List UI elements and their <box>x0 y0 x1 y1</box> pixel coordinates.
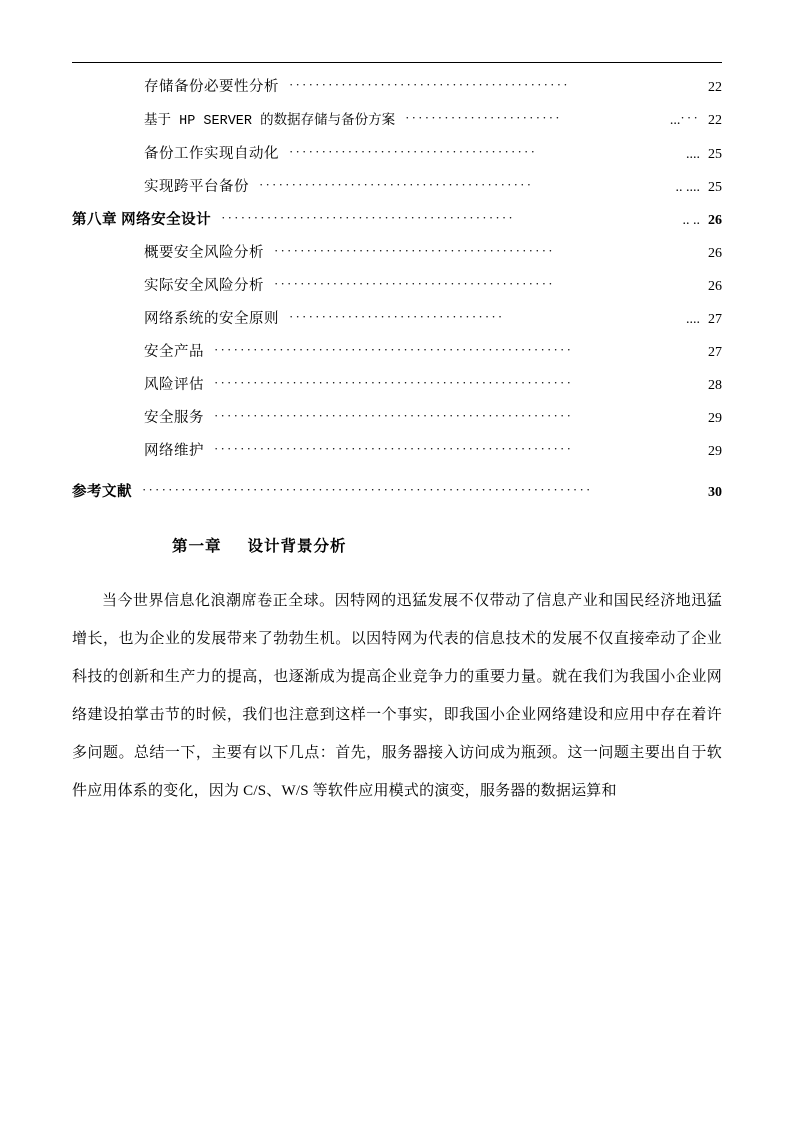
toc-leader-dots: ······································ <box>289 144 538 158</box>
toc-entry[interactable] <box>72 144 722 162</box>
toc-entry-page: 27 <box>708 311 722 327</box>
toc-leader-dots: ·········································· <box>259 177 534 191</box>
toc-entry-label: 存储备份必要性分析 <box>144 79 279 95</box>
chapter-title: 设计背景分析 <box>247 537 347 555</box>
toc-entry-references[interactable] <box>72 482 722 500</box>
toc-leader-dots: ································· <box>289 309 505 323</box>
page-content <box>72 80 722 810</box>
toc-entry-label: 实现跨平台备份 <box>144 178 249 195</box>
toc-leader-dots: ··········································· <box>274 243 555 257</box>
toc-entry-label: 安全产品 <box>144 343 204 360</box>
toc-entry[interactable] <box>72 177 722 195</box>
toc-leader-dots: ······················································· <box>214 441 574 455</box>
body-paragraph: 当今世界信息化浪潮席卷正全球。因特网的迅猛发展不仅带动了信息产业和国民经济地迅猛增长，也为企业的发展带来了勃勃生机。以因特网为代表的信息技术的发展不仅直接牵动了企业科技的创新和生产力的提高，也逐渐成为提高企业竞争力的重要力量。就在我们为我国小企业网络建设拍掌击节的时候，我们也注意到这样一个事实，即我国小企业网络建设和应用中存在着许多问题。总结一下，主要有以下几点：首先，服务器接入访问成为瓶颈。这一问题主要出自于软件应用体系的变化，因为 C/S、W/S 等软件应用模式的演变，服务器的数据运算和 <box>72 592 722 799</box>
toc-entry[interactable] <box>72 276 722 294</box>
toc-entry-page-pad: .. .. <box>682 212 700 228</box>
toc-leader-dots: ············································· <box>221 210 515 224</box>
toc-entry-page: 29 <box>708 443 722 459</box>
toc-leader-dots: ························ <box>405 111 562 124</box>
toc-entry-label: 第八章 网络安全设计 <box>72 211 212 228</box>
toc-entry-page: 22 <box>708 113 722 128</box>
toc-entry-page-pad: .... <box>686 146 700 162</box>
toc-entry-label: 网络维护 <box>144 442 204 459</box>
toc-entry[interactable] <box>72 80 722 95</box>
toc-entry-label: 参考文献 <box>72 483 132 500</box>
toc-entry[interactable] <box>72 408 722 426</box>
toc-entry-label: 备份工作实现自动化 <box>144 145 279 162</box>
toc-entry-page: 29 <box>708 410 722 426</box>
toc-entry-page-pad: .... <box>686 311 700 327</box>
toc-entry-page: 27 <box>708 344 722 360</box>
toc-entry-label: 网络系统的安全原则 <box>144 310 279 327</box>
toc-entry-label: 实际安全风险分析 <box>144 277 264 294</box>
header-rule <box>72 62 722 63</box>
toc-entry[interactable] <box>72 243 722 261</box>
toc-entry-label: 基于 HP SERVER 的数据存储与备份方案 <box>144 114 396 129</box>
toc-leader-dots: ······················································· <box>214 342 574 356</box>
toc-entry-page-pad: ... <box>669 113 681 128</box>
toc-entry-page: 28 <box>708 377 722 393</box>
toc-leader-dots: ··········································· <box>274 276 555 290</box>
toc-entry[interactable] <box>72 441 722 459</box>
toc-entry-page: 22 <box>708 80 722 95</box>
table-of-contents <box>72 80 722 500</box>
toc-leader-dots: ··········································· <box>289 78 570 91</box>
toc-leader-dots: ······················································· <box>214 408 574 422</box>
toc-entry-label: 风险评估 <box>144 376 204 393</box>
toc-entry-page: 30 <box>708 484 722 500</box>
chapter-heading <box>72 534 722 556</box>
chapter-number: 第一章 <box>172 537 222 555</box>
toc-entry-label: 概要安全风险分析 <box>144 244 264 261</box>
toc-entry-page: 25 <box>708 179 722 195</box>
toc-leader-dots-tail: ··· <box>680 111 700 124</box>
toc-entry[interactable] <box>72 342 722 360</box>
toc-entry-page: 25 <box>708 146 722 162</box>
toc-entry-label: 安全服务 <box>144 409 204 426</box>
toc-entry-chapter[interactable] <box>72 210 722 228</box>
toc-entry[interactable] <box>72 375 722 393</box>
toc-leader-dots: ······················································· <box>214 375 574 389</box>
toc-entry-page: 26 <box>708 278 722 294</box>
toc-entry-page: 26 <box>708 245 722 261</box>
toc-entry-page: 26 <box>708 212 722 228</box>
toc-leader-dots: ····································································· <box>142 482 593 496</box>
toc-entry-page-pad: .. .... <box>675 179 700 195</box>
toc-entry[interactable] <box>72 309 722 327</box>
toc-entry[interactable] <box>72 113 722 129</box>
